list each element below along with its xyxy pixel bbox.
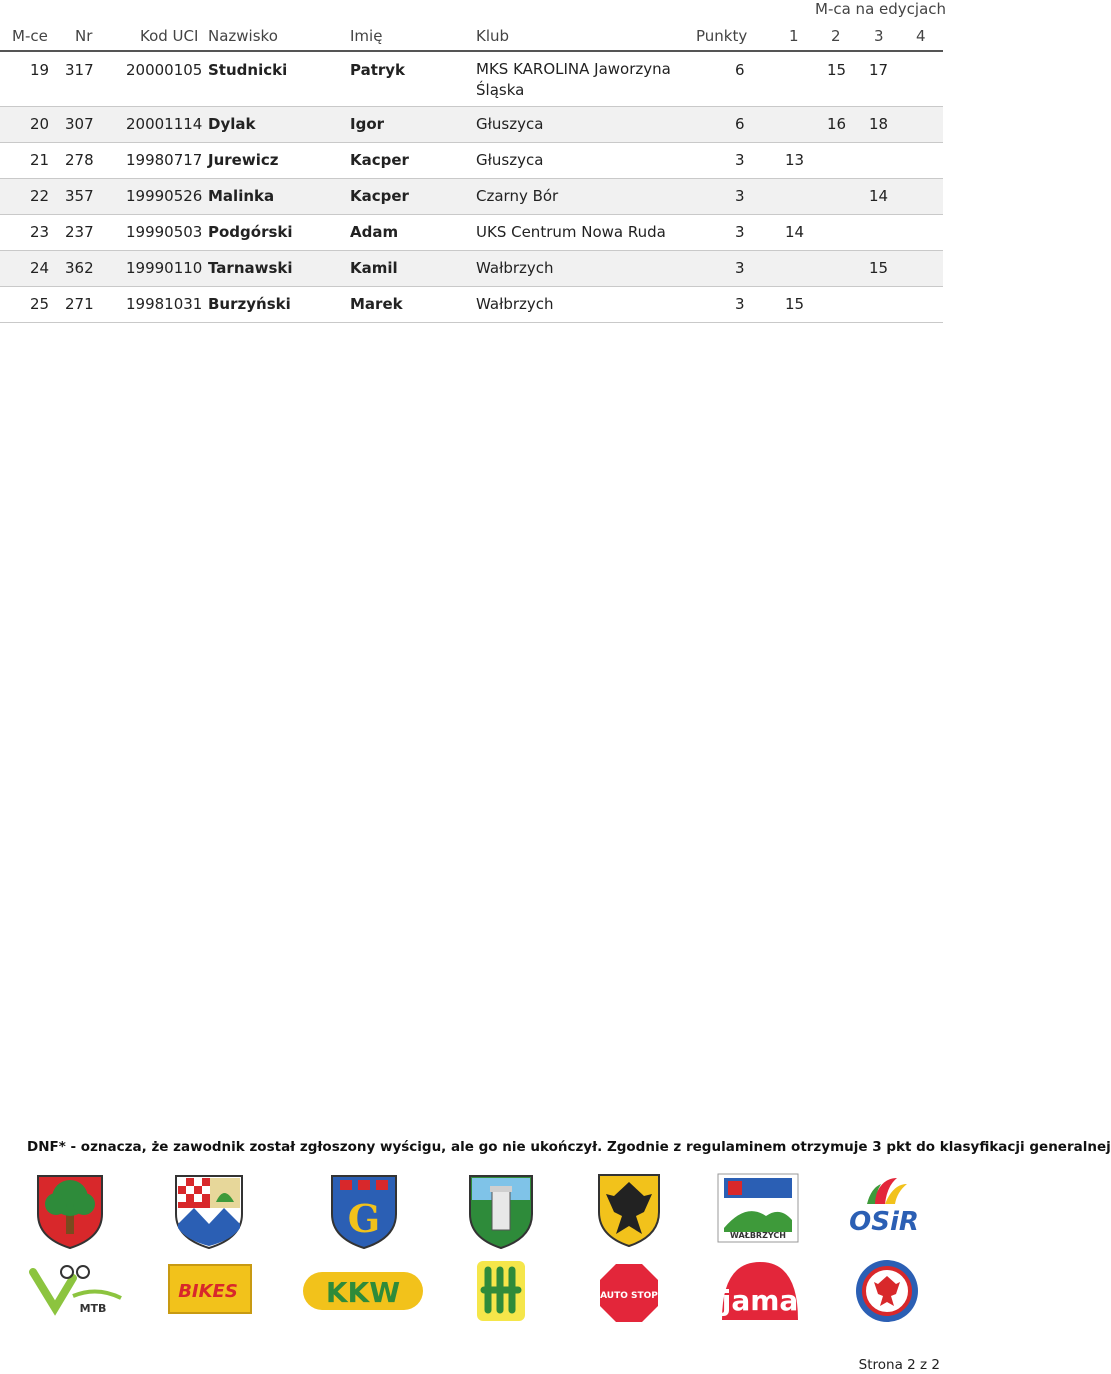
dnf-footnote: DNF* - oznacza, że zawodnik został zgłoszony wyścigu, ale go nie ukończył. Zgodnie z regulaminem otrzymuje 3 pkt do klasyfikacji generalnej bbox=[27, 1139, 1111, 1155]
cell-club: Czarny Bór bbox=[476, 187, 559, 205]
jama-logo bbox=[716, 1258, 804, 1324]
header-place: M-ce bbox=[12, 27, 48, 45]
cell-uci: 20000105 bbox=[126, 61, 203, 79]
kkw-text: KKW bbox=[325, 1276, 401, 1309]
cell-points: 6 bbox=[735, 115, 745, 133]
cell-uci: 19990110 bbox=[126, 259, 203, 277]
header-nr: Nr bbox=[75, 27, 93, 45]
header-surname: Nazwisko bbox=[208, 27, 278, 45]
header-uci: Kod UCI bbox=[140, 27, 199, 45]
g-coat-of-arms bbox=[328, 1172, 400, 1250]
cell-edition-1: 13 bbox=[785, 151, 805, 169]
cell-points: 3 bbox=[735, 259, 745, 277]
cell-nr: 278 bbox=[65, 151, 94, 169]
cell-surname: Podgórski bbox=[208, 223, 293, 241]
cell-points: 3 bbox=[735, 295, 745, 313]
row-separator bbox=[0, 322, 943, 323]
cell-name: Patryk bbox=[350, 61, 406, 79]
cell-club: MKS KAROLINA Jaworzyna Śląska bbox=[476, 60, 671, 99]
cell-club: UKS Centrum Nowa Ruda bbox=[476, 223, 666, 241]
cell-edition-2: 15 bbox=[827, 61, 847, 79]
cell-nr: 271 bbox=[65, 295, 94, 313]
cell-name: Adam bbox=[350, 223, 399, 241]
cell-points: 6 bbox=[735, 61, 745, 79]
cell-place: 22 bbox=[30, 187, 50, 205]
cell-nr: 317 bbox=[65, 61, 94, 79]
jama-text: jama bbox=[721, 1284, 799, 1317]
cell-place: 23 bbox=[30, 223, 50, 241]
page-indicator: Strona 2 z 2 bbox=[858, 1357, 940, 1373]
cell-uci: 19990503 bbox=[126, 223, 203, 241]
cell-uci: 19990526 bbox=[126, 187, 203, 205]
cell-points: 3 bbox=[735, 187, 745, 205]
cell-points: 3 bbox=[735, 223, 745, 241]
cell-club: Głuszyca bbox=[476, 115, 544, 133]
header-edition-2: 2 bbox=[831, 27, 841, 45]
editions-group-label: M-ca na edycjach bbox=[815, 0, 947, 18]
cell-nr: 357 bbox=[65, 187, 94, 205]
cell-club: Wałbrzych bbox=[476, 295, 554, 313]
cell-edition-2: 16 bbox=[827, 115, 847, 133]
cell-surname: Tarnawski bbox=[208, 259, 293, 277]
cell-edition-1: 14 bbox=[785, 223, 805, 241]
cell-name: Kacper bbox=[350, 151, 409, 169]
green-letters-logo bbox=[476, 1260, 526, 1322]
header-edition-3: 3 bbox=[874, 27, 884, 45]
header-edition-1: 1 bbox=[789, 27, 799, 45]
cell-surname: Burzyński bbox=[208, 295, 291, 313]
cell-name: Marek bbox=[350, 295, 403, 313]
oak-tree-coat-of-arms bbox=[34, 1172, 106, 1250]
cell-nr: 362 bbox=[65, 259, 94, 277]
cell-uci: 19981031 bbox=[126, 295, 203, 313]
cell-uci: 20001114 bbox=[126, 115, 203, 133]
auto-stop-text: AUTO STOP bbox=[600, 1291, 658, 1301]
cell-name: Kacper bbox=[350, 187, 409, 205]
auto-stop-logo bbox=[598, 1262, 660, 1324]
cell-edition-1: 15 bbox=[785, 295, 805, 313]
osir-walbrzych-text: WAŁBRZYCH bbox=[730, 1231, 786, 1240]
kkw-logo bbox=[302, 1268, 424, 1314]
cell-points: 3 bbox=[735, 151, 745, 169]
eagle-coat-of-arms bbox=[596, 1172, 662, 1248]
svg-text:G: G bbox=[347, 1196, 381, 1241]
cell-surname: Studnicki bbox=[208, 61, 288, 79]
polish-eagle-badge bbox=[852, 1258, 922, 1324]
mtb-text: MTB bbox=[79, 1302, 107, 1315]
cell-place: 19 bbox=[30, 61, 50, 79]
header-points: Punkty bbox=[696, 27, 748, 45]
cell-surname: Dylak bbox=[208, 115, 256, 133]
cell-edition-3: 18 bbox=[869, 115, 889, 133]
cell-place: 20 bbox=[30, 115, 50, 133]
header-club: Klub bbox=[476, 27, 510, 45]
bikes-text: BIKES bbox=[178, 1281, 238, 1302]
cell-club: Głuszyca bbox=[476, 151, 544, 169]
cell-nr: 307 bbox=[65, 115, 94, 133]
osir-text: OSiR bbox=[849, 1207, 919, 1237]
cell-name: Igor bbox=[350, 115, 385, 133]
cell-uci: 19980717 bbox=[126, 151, 203, 169]
osir-walbrzych-logo bbox=[716, 1172, 800, 1244]
cell-surname: Malinka bbox=[208, 187, 275, 205]
mtb-cyclist-logo bbox=[27, 1258, 125, 1320]
cell-edition-3: 14 bbox=[869, 187, 889, 205]
cell-place: 24 bbox=[30, 259, 50, 277]
osir-logo bbox=[843, 1172, 925, 1244]
cell-edition-3: 15 bbox=[869, 259, 889, 277]
bikes-logo bbox=[168, 1264, 252, 1314]
cell-place: 25 bbox=[30, 295, 50, 313]
cell-place: 21 bbox=[30, 151, 50, 169]
cell-nr: 237 bbox=[65, 223, 94, 241]
cell-club: Wałbrzych bbox=[476, 259, 554, 277]
checkered-mountains-coat-of-arms bbox=[172, 1172, 246, 1250]
header-edition-4: 4 bbox=[916, 27, 926, 45]
cell-edition-3: 17 bbox=[869, 61, 889, 79]
header-name: Imię bbox=[350, 27, 383, 45]
castle-tower-coat-of-arms bbox=[466, 1172, 536, 1250]
cell-surname: Jurewicz bbox=[208, 151, 279, 169]
cell-name: Kamil bbox=[350, 259, 398, 277]
